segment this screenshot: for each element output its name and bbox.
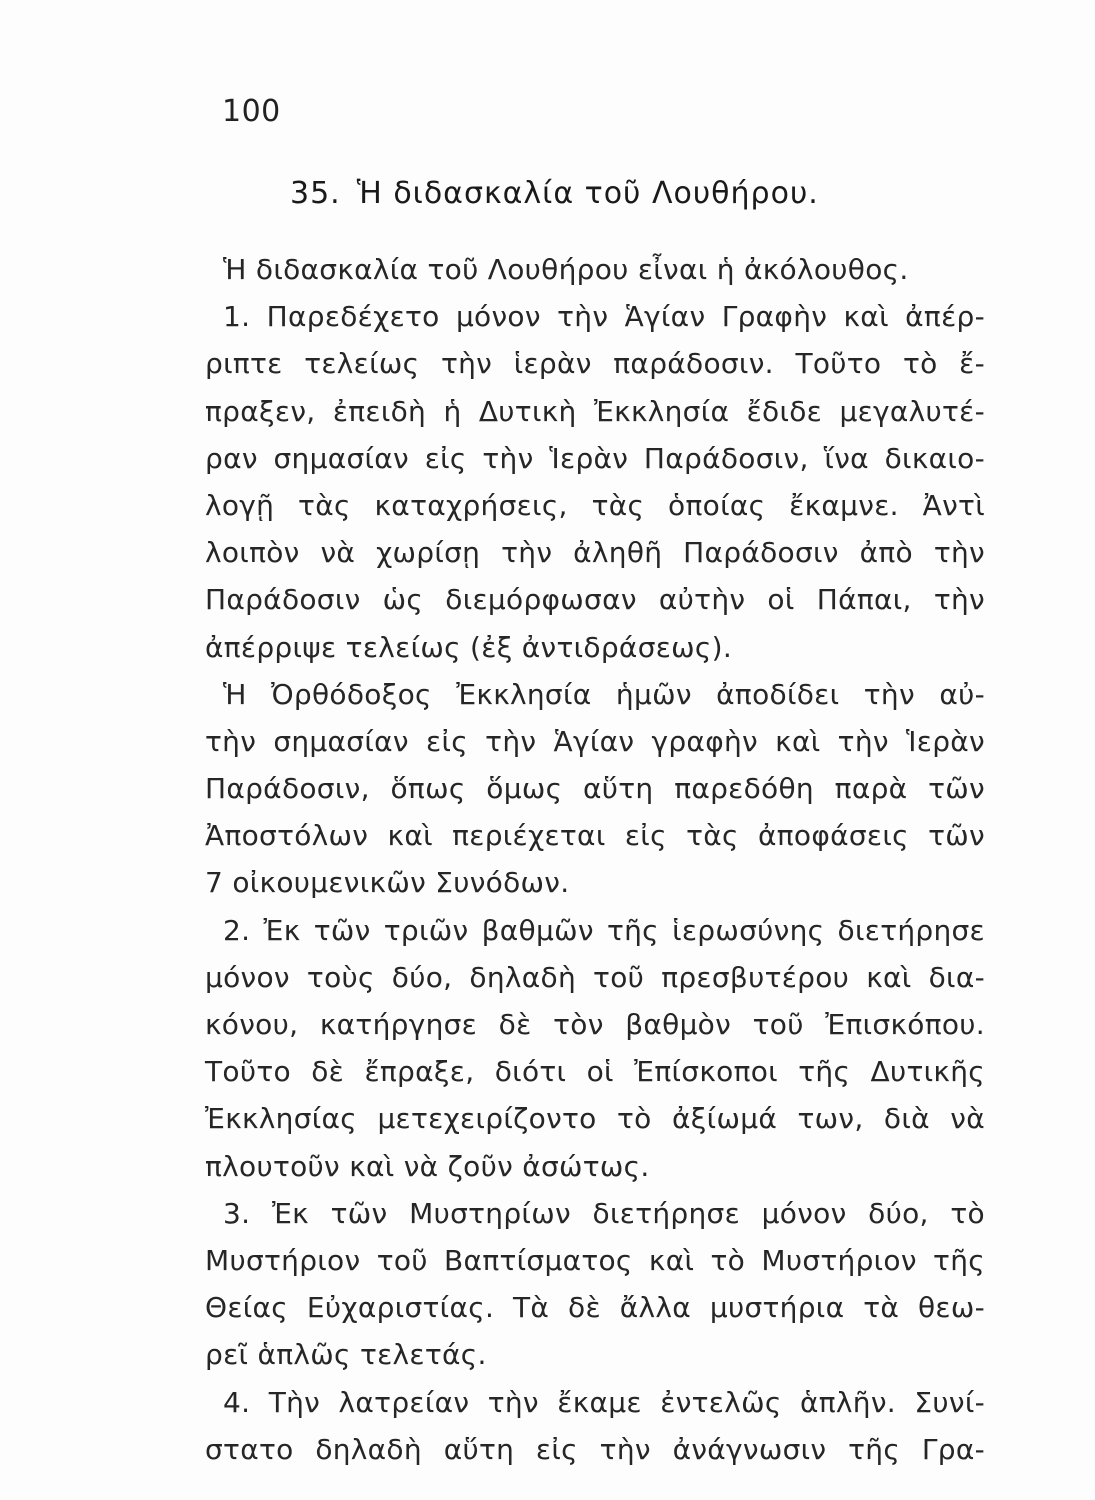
page-number: 100 <box>222 94 281 129</box>
text-line: τὴν σημασίαν εἰς τὴν Ἁγίαν γραφὴν καὶ τὴν Ἱερὰν <box>205 724 985 758</box>
text-line: 7 οἰκουμενικῶν Συνόδων. <box>205 866 570 900</box>
text-line: λοιπὸν νὰ χωρίσῃ τὴν ἀληθῆ Παράδοσιν ἀπὸ τὴν <box>205 536 985 570</box>
text-line: Παράδοσιν ὡς διεμόρφωσαν αὐτὴν οἱ Πάπαι, τὴν <box>205 583 985 617</box>
body-text <box>205 246 985 1473</box>
text-line: Ἡ Ὀρθόδοξος Ἐκκλησία ἡμῶν ἀποδίδει τὴν αὐ- <box>223 677 985 711</box>
text-line: ριπτε τελείως τὴν ἱερὰν παράδοσιν. Τοῦτο τὸ ἔ- <box>205 347 985 381</box>
text-line: λογῇ τὰς καταχρήσεις, τὰς ὁποίας ἔκαμνε. Ἀντὶ <box>205 488 985 522</box>
text-line: Ἡ διδασκαλία τοῦ Λουθήρου εἶναι ἡ ἀκόλουθος. <box>223 253 909 286</box>
text-line: ἀπέρριψε τελείως (ἐξ ἀντιδράσεως). <box>205 630 733 664</box>
text-line: Ἐκκλησίας μετεχειρίζοντο τὸ ἀξίωμά των, διὰ νὰ <box>205 1102 985 1136</box>
text-line: πλουτοῦν καὶ νὰ ζοῦν ἀσώτως. <box>205 1149 650 1183</box>
text-line: Παράδοσιν, ὅπως ὅμως αὕτη παρεδόθη παρὰ τῶν <box>205 772 985 806</box>
chapter-number: 35. <box>290 176 341 211</box>
text-line: κόνου, κατήργησε δὲ τὸν βαθμὸν τοῦ Ἐπισκόπου. <box>205 1008 985 1041</box>
chapter-title: Ἡ διδασκαλία τοῦ Λουθήρου. <box>356 176 819 211</box>
text-line: ραν σημασίαν εἰς τὴν Ἱερὰν Παράδοσιν, ἵνα δικαιο- <box>205 441 985 475</box>
text-line: Μυστήριον τοῦ Βαπτίσματος καὶ τὸ Μυστήριον τῆς <box>205 1243 985 1277</box>
text-line: στατο δηλαδὴ αὕτη εἰς τὴν ἀνάγνωσιν τῆς Γρα- <box>205 1432 985 1466</box>
text-line: πραξεν, ἐπειδὴ ἡ Δυτικὴ Ἐκκλησία ἔδιδε μεγαλυτέ- <box>205 394 985 428</box>
text-line: 3. Ἐκ τῶν Μυστηρίων διετήρησε μόνον δύο, τὸ <box>223 1196 985 1230</box>
text-line: ρεῖ ἁπλῶς τελετάς. <box>205 1338 487 1372</box>
text-line: 1. Παρεδέχετο μόνον τὴν Ἁγίαν Γραφὴν καὶ ἀπέρ- <box>223 300 985 334</box>
text-line: Θείας Εὐχαριστίας. Τὰ δὲ ἄλλα μυστήρια τὰ θεω- <box>205 1291 985 1325</box>
text-line: Τοῦτο δὲ ἔπραξε, διότι οἱ Ἐπίσκοποι τῆς Δυτικῆς <box>205 1055 985 1089</box>
text-line: μόνον τοὺς δύο, δηλαδὴ τοῦ πρεσβυτέρου καὶ δια- <box>205 960 985 994</box>
text-line: 4. Τὴν λατρείαν τὴν ἔκαμε ἐντελῶς ἁπλῆν. Συνί- <box>223 1385 985 1419</box>
chapter-heading <box>290 176 819 211</box>
text-line: Ἀποστόλων καὶ περιέχεται εἰς τὰς ἀποφάσεις τῶν <box>205 819 985 853</box>
text-line: 2. Ἐκ τῶν τριῶν βαθμῶν τῆς ἱερωσύνης διετήρησε <box>223 913 985 947</box>
